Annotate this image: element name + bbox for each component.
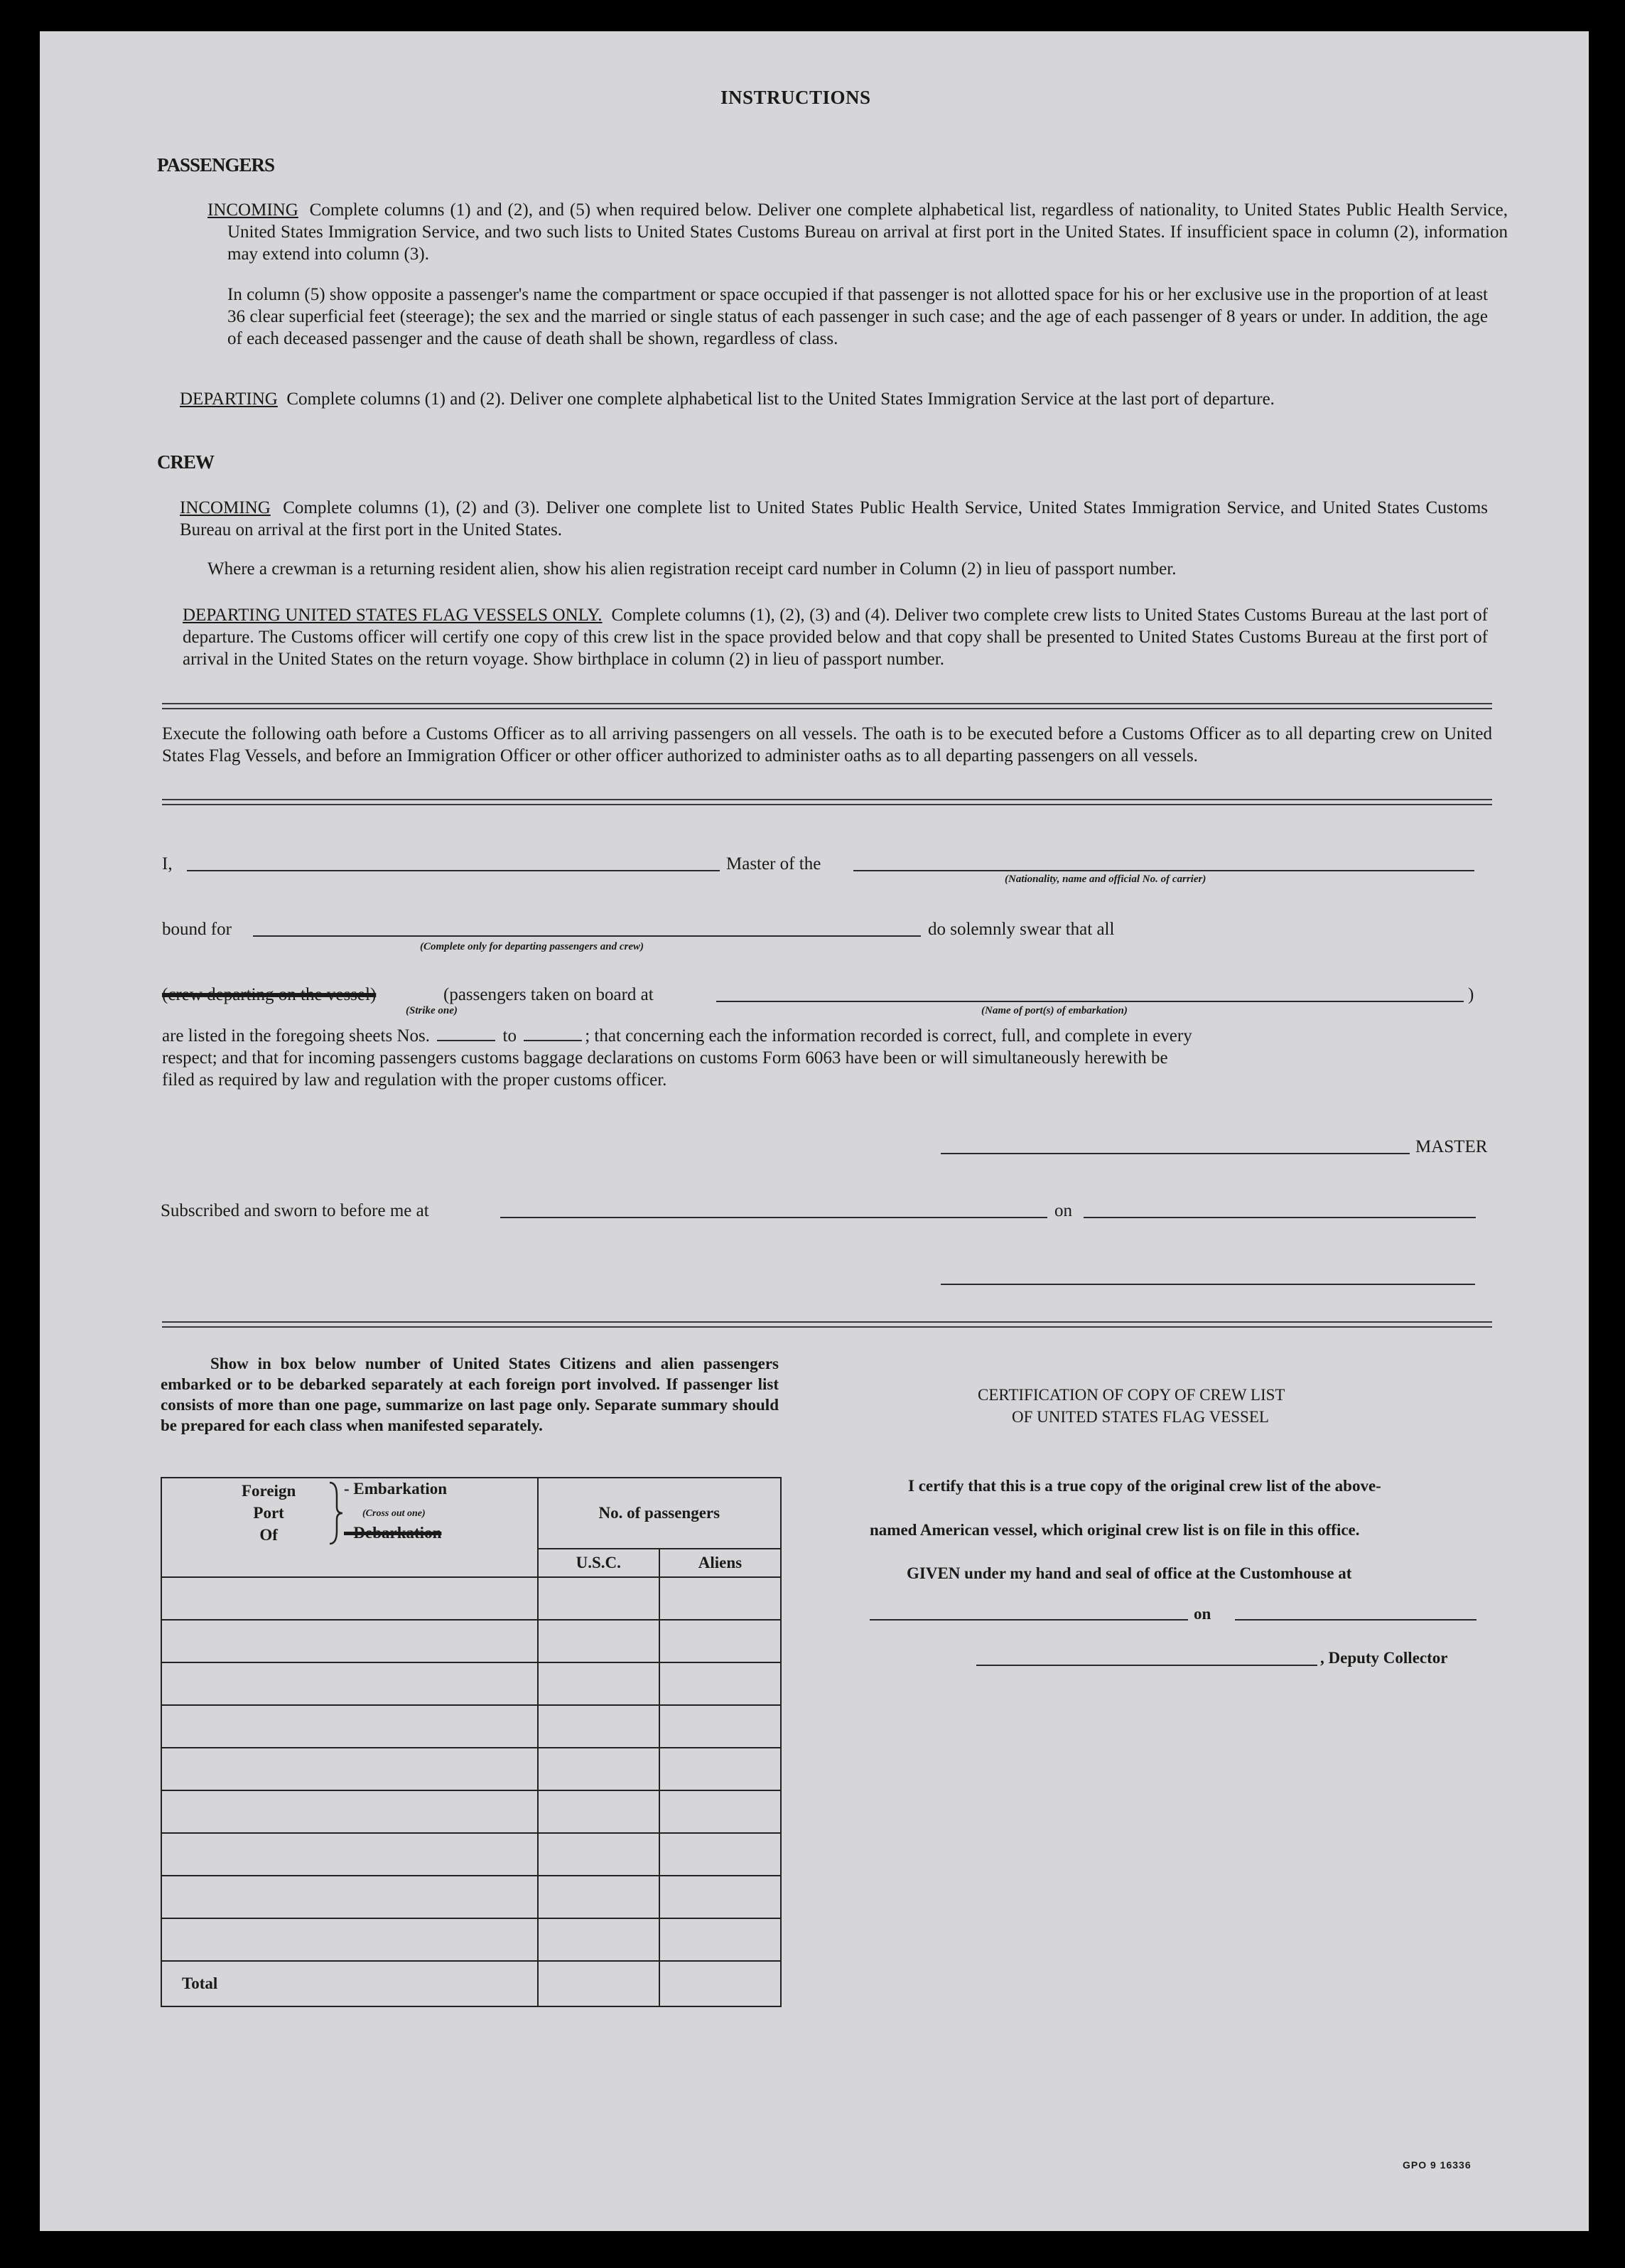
crew-heading: CREW [157,451,215,473]
gpo-code: GPO 9 16336 [1403,2159,1472,2171]
listed-prefix: are listed in the foregoing sheets Nos. [162,1026,430,1046]
crew-incoming-label: INCOMING [180,498,271,517]
cross-out-caption: (Cross out one) [362,1508,426,1519]
aliens-cell[interactable] [659,1876,781,1918]
ports-caption: (Name of port(s) of embarkation) [981,1005,1128,1016]
certification-line-2: named American vessel, which original crew list is on file in this office. [870,1521,1360,1539]
officer-signature-field[interactable] [941,1284,1475,1285]
sworn-location-field[interactable] [500,1217,1047,1218]
usc-cell[interactable] [538,1790,659,1833]
sheet-from-field[interactable] [437,1040,495,1041]
port-cell[interactable] [161,1705,538,1748]
usc-cell[interactable] [538,1662,659,1705]
sworn-on-label: on [1054,1201,1072,1220]
aliens-cell[interactable] [659,1662,781,1705]
port-cell[interactable] [161,1833,538,1876]
port-cell[interactable] [161,1876,538,1918]
port-cell[interactable] [161,1748,538,1790]
oath-instructions: Execute the following oath before a Customs Officer as to all arriving passengers on all vessels. The oath is to be executed before a Customs Officer as to all departing crew on United States Flag Vessels, and before an Immigration Officer or other officer authorized to administer oaths as to all departing passengers on all vessels. [162,724,1492,765]
usc-cell[interactable] [538,1833,659,1876]
usc-header: U.S.C. [538,1549,659,1577]
crew-departing-paragraph [183,604,1488,670]
table-row [161,1918,781,1961]
bound-for-field[interactable] [253,935,921,937]
divider [162,703,1492,709]
table-row [161,1620,781,1662]
usc-cell[interactable] [538,1620,659,1662]
port-cell[interactable] [161,1662,538,1705]
swear-text: do solemnly swear that all [928,920,1115,939]
aliens-cell[interactable] [659,1790,781,1833]
crew-resident-text: Where a crewman is a returning resident alien, show his alien registration receipt card number in Column (2) in lieu of passport number. [207,559,1177,579]
certification-date-field[interactable] [1235,1619,1476,1621]
total-row [161,1961,781,2006]
passengers-incoming-paragraph [207,199,1508,265]
master-label: MASTER [1415,1137,1488,1156]
table-row [161,1662,781,1705]
divider [162,1321,1492,1328]
passengers-incoming-text: Complete columns (1) and (2), and (5) when required below. Deliver one complete alphabetical list, regardless of nationality, to United States Public Health Service, United States Immigration Service, and two such lists to United States Customs Bureau on arrival at first port in the United States. If insufficient space in column (2), information may extend into column (3). [227,200,1508,264]
aliens-cell[interactable] [659,1705,781,1748]
usc-cell[interactable] [538,1577,659,1620]
usc-cell[interactable] [538,1876,659,1918]
certification-title-2: OF UNITED STATES FLAG VESSEL [1012,1408,1269,1426]
listed-rest-1: ; that concerning each the information recorded is correct, full, and complete in every [585,1026,1192,1046]
passengers-heading: PASSENGERS [157,154,275,176]
port-cell[interactable] [161,1577,538,1620]
close-paren: ) [1468,985,1474,1004]
subscribed-label: Subscribed and sworn to before me at [161,1201,429,1220]
sworn-date-field[interactable] [1084,1217,1476,1218]
strike-caption: (Strike one) [406,1005,458,1016]
divider [162,799,1492,805]
bound-for-label: bound for [162,920,232,939]
aliens-cell[interactable] [659,1833,781,1876]
bound-caption: (Complete only for departing passengers and crew) [420,941,644,952]
crew-incoming-paragraph [180,497,1488,541]
passengers-column5-text: In column (5) show opposite a passenger's name the compartment or space occupied if that passenger is not allotted space for his or her exclusive use in the proportion of at least 36 clear superficial feet (steerage); the sex and the married or single status of each passenger in such case; and the age of each passenger of 8 years or under. In addition, the age of each deceased passenger and the cause of death shall be shown, regardless of class. [227,285,1488,348]
listed-line-1 [162,1026,1192,1046]
crew-departing-text: Complete columns (1), (2), (3) and (4). Deliver two complete crew lists to United States Customs Bureau at the last port of departure. The Customs officer will certify one copy of this crew list in the space provided below and that copy shall be presented to United States Customs Bureau at the first port of arrival in the United States on the return voyage. Show birthplace in column (2) in lieu of passport number. [183,606,1489,669]
page-title: INSTRUCTIONS [720,87,871,108]
table-row [161,1705,781,1748]
table-row [161,1790,781,1833]
certification-on-label: on [1194,1605,1211,1623]
certification-line-3: GIVEN under my hand and seal of office at the Customhouse at [907,1564,1352,1582]
usc-cell[interactable] [538,1705,659,1748]
to-label: to [502,1026,517,1046]
carrier-field[interactable] [853,870,1474,871]
no-of-passengers-header: No. of passengers [538,1478,781,1549]
certification-title-1: CERTIFICATION OF COPY OF CREW LIST [978,1386,1285,1404]
master-signature-field[interactable] [941,1153,1410,1154]
oath-i-label: I, [162,854,173,874]
crew-incoming-text: Complete columns (1), (2) and (3). Deliver one complete list to United States Public Health Service, United States Immigration Service, and United States Customs Bureau on arrival at the first port in the United States. [180,498,1488,539]
port-header-cell [161,1478,538,1577]
passengers-departing-paragraph [180,388,1488,410]
passengers-column5-paragraph [227,284,1488,350]
embarkation-option[interactable]: - Embarkation [344,1480,448,1498]
debarkation-option[interactable]: - Debarkation [344,1524,442,1542]
aliens-cell[interactable] [659,1577,781,1620]
summary-instructions: Show in box below number of United States Citizens and alien passengers embarked or to be debarked separately at each foreign port involved. If passenger list consists of more than one page, summarize on last page only. Separate summary should be prepared for each class when manifested separately. [161,1355,779,1434]
passengers-departing-label: DEPARTING [180,389,278,409]
aliens-cell[interactable] [659,1748,781,1790]
crew-resident-paragraph [207,558,1488,580]
port-cell[interactable] [161,1790,538,1833]
listed-rest-2: respect; and that for incoming passengers customs baggage declarations on customs Form 6063 have been or will simultaneously herewith be [162,1048,1168,1068]
passengers-incoming-label: INCOMING [207,200,298,220]
total-label: Total [161,1961,538,2006]
table-row [161,1748,781,1790]
port-cell[interactable] [161,1918,538,1961]
deputy-signature-field[interactable] [976,1665,1317,1666]
certification-line-1: I certify that this is a true copy of the original crew list of the above- [908,1477,1381,1495]
customhouse-field[interactable] [870,1619,1188,1621]
table-row [161,1577,781,1620]
usc-cell[interactable] [538,1748,659,1790]
sheet-to-field[interactable] [524,1040,582,1041]
foreign-port-of-label: Foreign Port Of [242,1482,296,1544]
usc-cell[interactable] [538,1918,659,1961]
table-row [161,1876,781,1918]
aliens-total-cell[interactable] [659,1961,781,2006]
listed-rest-3: filed as required by law and regulation with the proper customs officer. [162,1070,667,1090]
master-of-the-label: Master of the [726,854,821,874]
passengers-taken-option[interactable]: (passengers taken on board at [443,985,654,1004]
carrier-caption: (Nationality, name and official No. of carrier) [1005,874,1206,885]
aliens-cell[interactable] [659,1918,781,1961]
form-page [40,31,1589,2231]
usc-total-cell[interactable] [538,1961,659,2006]
deputy-collector-label: , Deputy Collector [1320,1649,1448,1667]
master-name-field[interactable] [187,870,720,871]
passengers-departing-text: Complete columns (1) and (2). Deliver one complete alphabetical list to the United States Immigration Service at the last port of departure. [286,389,1275,409]
aliens-header: Aliens [659,1549,781,1577]
ports-field[interactable] [716,1001,1464,1002]
crew-departing-label: DEPARTING UNITED STATES FLAG VESSELS ONLY. [183,606,603,625]
table-row [161,1833,781,1876]
aliens-cell[interactable] [659,1620,781,1662]
port-cell[interactable] [161,1620,538,1662]
passenger-summary-table [161,1477,782,2007]
crew-departing-option[interactable]: (crew departing on the vessel) [162,985,377,1004]
brace-icon [327,1481,344,1545]
